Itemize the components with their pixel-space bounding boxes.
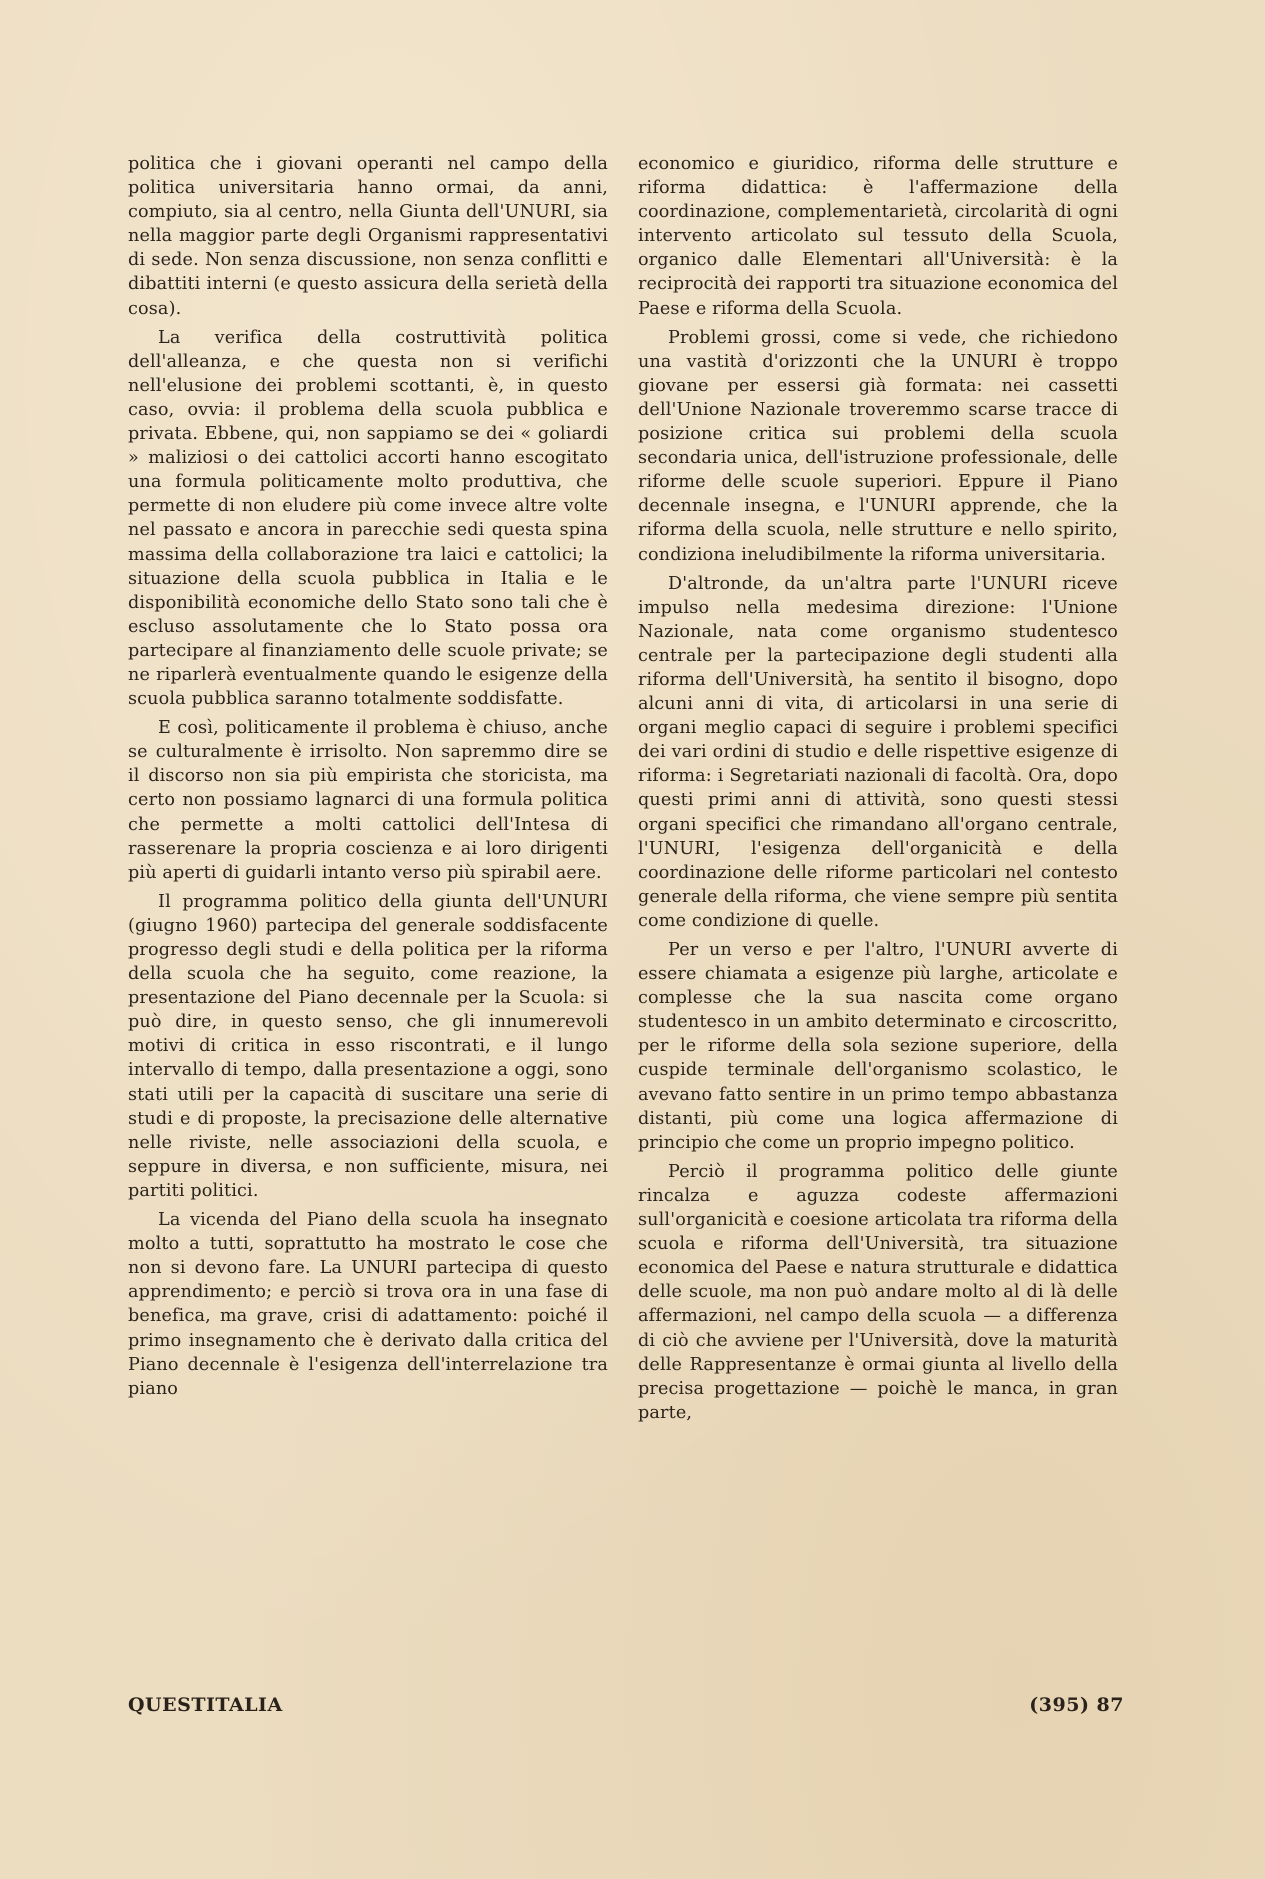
paragraph: Problemi grossi, come si vede, che richiedono una vastità d'orizzonti che la UNURI è troppo giovane per essersi già formata: nei cassetti dell'Unione Nazionale troveremmo scarse tracce di posizione critica sui problemi della scuola secondaria unica, dell'istruzione professionale, delle riforme delle scuole superiori. Eppure il Piano decennale insegna, e l'UNURI apprende, che la riforma della scuola, nelle strutture e nello spirito, condiziona ineludibilmente la riforma universitaria.: [638, 327, 1118, 565]
journal-title: QUESTITALIA: [128, 1694, 283, 1716]
paragraph: Per un verso e per l'altro, l'UNURI avverte di essere chiamata a esigenze più larghe, articolate e complesse che la sua nascita come organo studentesco in un ambito determinato e circoscritto, per le riforme della sola sezione superiore, della cuspide terminale dell'organismo scolastico, le avevano fatto sentire in un primo tempo abbastanza distanti, più come una logica affermazione di principio che come un proprio impegno politico.: [638, 940, 1118, 1153]
paragraph: politica che i giovani operanti nel campo della politica universitaria hanno ormai, da anni, compiuto, sia al centro, nella Giunta dell'UNURI, sia nella maggior parte degli Organismi rappresentativi di sede. Non senza discussione, non senza conflitti e dibattiti interni (e questo assicura della serietà della cosa).: [128, 154, 608, 319]
right-column: [638, 152, 1118, 1425]
paragraph: economico e giuridico, riforma delle strutture e riforma didattica: è l'affermazione della coordinazione, complementarietà, circolarità di ogni intervento articolato sul tessuto della Scuola, organico dalle Elementari all'Università: è la reciprocità dei rapporti tra situazione economica del Paese e riforma della Scuola.: [638, 154, 1118, 319]
paragraph: D'altronde, da un'altra parte l'UNURI riceve impulso nella medesima direzione: l'Unione Nazionale, nata come organismo studentesco centrale per la partecipazione degli studenti alla riforma dell'Università, ha sentito il bisogno, dopo alcuni anni di vita, di articolarsi in una serie di organi meglio capaci di seguire i problemi specifici dei vari ordini di studio e delle rispettive esigenze di riforma: i Segretariati nazionali di facoltà. Ora, dopo questi primi anni di attività, sono questi stessi organi specifici che rimandano all'organo centrale, l'UNURI, l'esigenza dell'organicità e della coordinazione delle riforme particolari nel contesto generale della riforma, che viene sempre più sentita come condizione di quelle.: [638, 573, 1118, 931]
left-column: [128, 152, 608, 1401]
paragraph: Perciò il programma politico delle giunte rincalza e aguzza codeste affermazioni sull'organicità e coesione articolata tra riforma della scuola e riforma dell'Università, tra situazione economica del Paese e natura strutturale e didattica delle scuole, ma non può andare molto al di là delle affermazioni, nel campo della scuola — a differenza di ciò che avviene per l'Università, dove la maturità delle Rappresentanze è ormai giunta al livello della precisa progettazione — poichè le manca, in gran parte,: [638, 1161, 1118, 1423]
paragraph: E così, politicamente il problema è chiuso, anche se culturalmente è irrisolto. Non sapremmo dire se il discorso non sia più empirista che storicista, ma certo non possiamo lagnarci di una formula politica che permette a molti cattolici dell'Intesa di rasserenare la propria coscienza e ai loro dirigenti più aperti di guidarli intanto verso più spirabil aere.: [128, 718, 608, 883]
paragraph: Il programma politico della giunta dell'UNURI (giugno 1960) partecipa del generale soddisfacente progresso degli studi e della politica per la riforma della scuola che ha seguito, come reazione, la presentazione del Piano decennale per la Scuola: si può dire, in questo senso, che gli innumerevoli motivi di critica in esso riscontrati, e il lungo intervallo di tempo, dalla presentazione a oggi, sono stati utili per la capacità di suscitare una serie di studi e di proposte, la precisazione delle alternative nelle riviste, nelle associazioni della scuola, e seppure in diversa, e non sufficiente, misura, nei partiti politici.: [128, 891, 608, 1201]
paragraph: La verifica della costruttività politica dell'alleanza, e che questa non si verifichi nell'elusione dei problemi scottanti, è, in questo caso, ovvia: il problema della scuola pubblica e privata. Ebbene, qui, non sappiamo se dei « goliardi » maliziosi o dei cattolici accorti hanno escogitato una formula politicamente molto produttiva, che permette di non eludere più come invece altre volte nel passato e ancora in parecchie sedi questa spina massima della collaborazione tra laici e cattolici; la situazione della scuola pubblica in Italia e le disponibilità economiche dello Stato sono tali che è escluso assolutamente che lo Stato possa ora partecipare al finanziamento delle scuole private; se ne riparlerà eventualmente quando le esigenze della scuola pubblica saranno totalmente soddisfatte.: [128, 327, 608, 710]
page-number: (395) 87: [1029, 1694, 1124, 1716]
paragraph: La vicenda del Piano della scuola ha insegnato molto a tutti, soprattutto ha mostrato le cose che non si devono fare. La UNURI partecipa di questo apprendimento; e perciò si trova ora in una fase di benefica, ma grave, crisi di adattamento: poiché il primo insegnamento che è derivato dalla critica del Piano decennale è l'esigenza dell'interrelazione tra piano: [128, 1210, 608, 1399]
